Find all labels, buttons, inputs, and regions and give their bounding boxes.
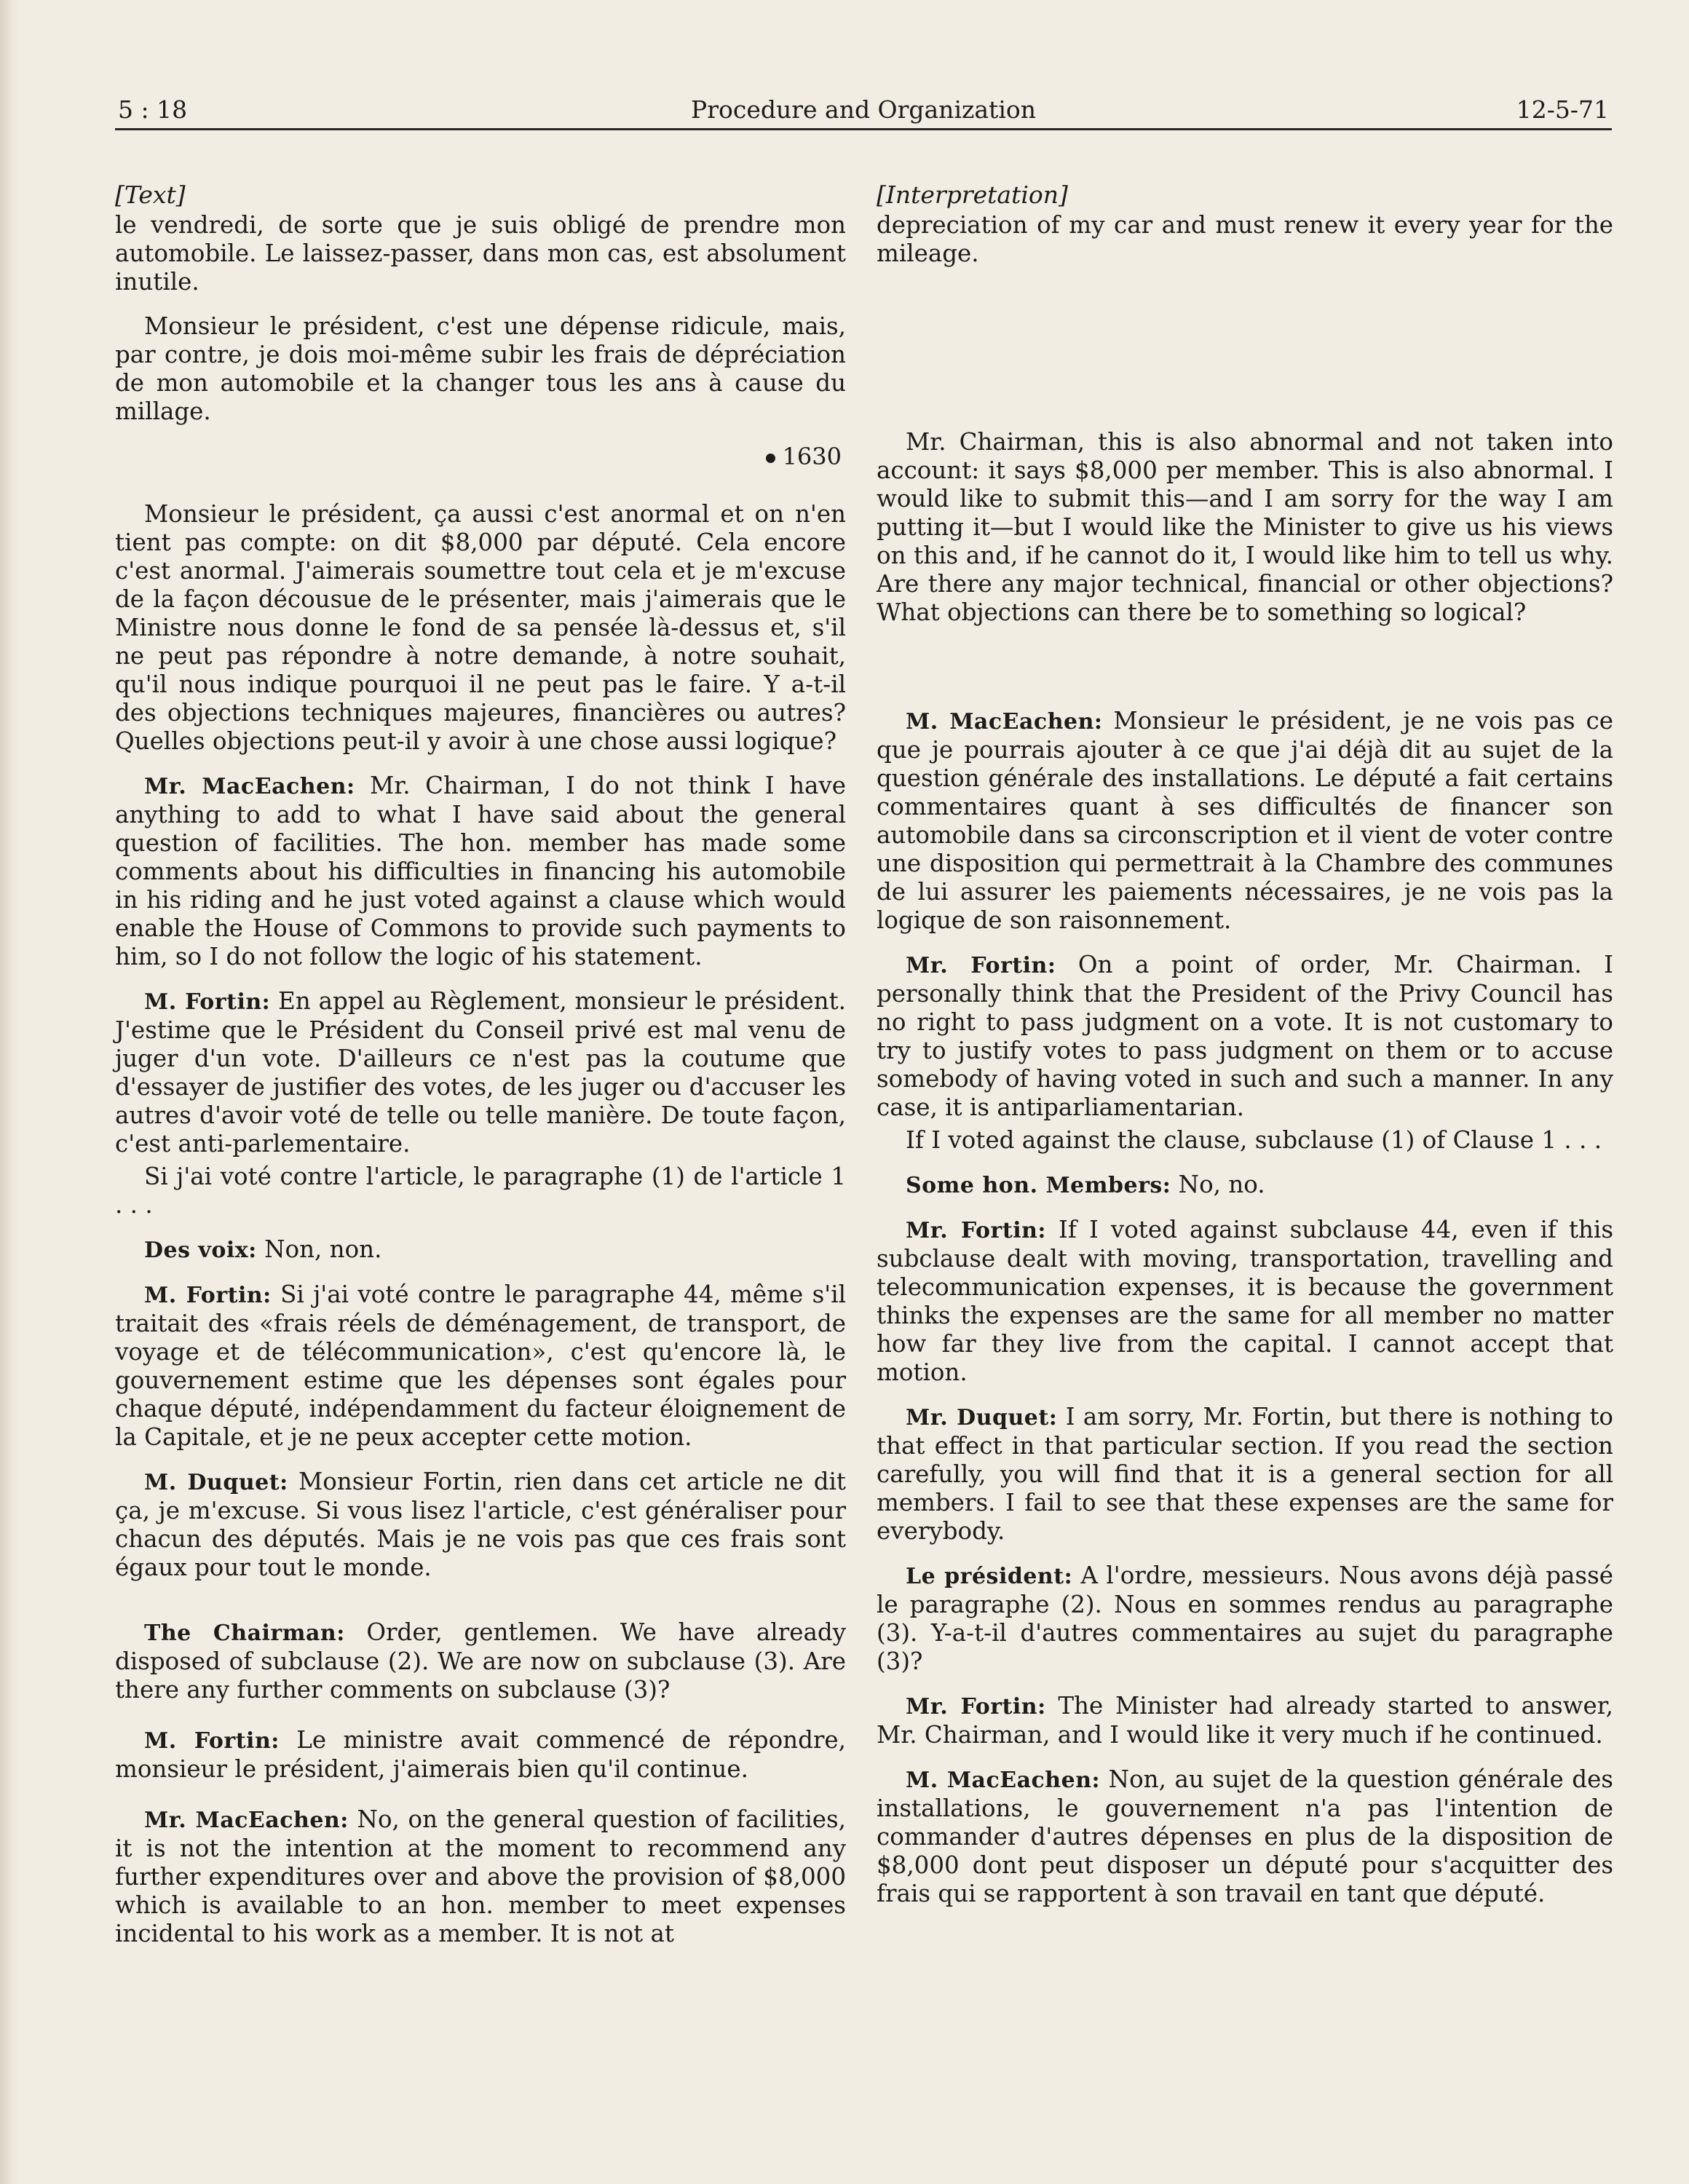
speech [877,1216,1613,1387]
speech [877,1765,1613,1908]
speaker-name: M. Fortin: [144,1283,272,1308]
speech-text: A l'ordre, messieurs. Nous avons déjà passé le paragraphe (2). Nous en sommes rendus au paragraphe (3). Y-a-t-il d'autres commentaires au sujet du paragraphe (3)? [877,1562,1613,1675]
paragraph: If I voted against the clause, subclause (1) of Clause 1 . . . [906,1126,1602,1154]
speech [115,1468,846,1582]
speech-text: Mr. Chairman, I do not think I have anything to add to what I have said about the general question of facilities. The hon. member has made some comments about his difficulties in financing his automobile in his riding and he just voted against a clause which would enable the House of Commons to provide such payments to him, so I do not follow the logic of his statement. [115,772,846,970]
speaker-name: Mr. Fortin: [906,1218,1046,1243]
running-title: Procedure and Organization [690,95,1036,124]
speaker-name: M. MacEachen: [906,1768,1101,1793]
speaker-name: Le président: [906,1564,1073,1589]
speaker-name: M. Duquet: [144,1470,288,1495]
paragraph: Mr. Chairman, this is also abnormal and not taken into account: it says $8,000 per member. This is also abnormal. I would like to submit this—and I am sorry for the way I am putting it—but I would like the Minister to give us his views on this and, if he cannot do it, I would like him to tell us why. Are there any major technical, financial or other objections? What objections can there be to something so logical? [877,428,1613,626]
speech-text: If I voted against subclause 44, even if this subclause dealt with moving, transportation, travelling and telecommunication expenses, it is because the government thinks the expenses are the same for all member no matter how far they live from the capital. I cannot accept that motion. [877,1216,1614,1386]
page-header [115,93,1612,130]
speech [115,987,846,1158]
speech-text: Monsieur le président, je ne vois pas ce que je pourrais ajouter à ce que j'ai déjà dit au sujet de la question générale des installations. Le député a fait certains commentaires quant à ses difficultés de financer son automobile dans sa circonscription et il vient de voter contre une disposition qui permettrait à la Chambre des communes de lui assurer les paiements nécessaires, je ne vois pas la logique de son raisonnement. [877,707,1613,934]
time-marker-label: 1630 [782,443,842,470]
speaker-name: M. MacEachen: [906,709,1103,735]
page-number: 5 : 18 [118,95,188,124]
speech [115,1726,846,1784]
right-column [877,181,1613,1924]
speaker-name: M. Fortin: [144,1728,280,1754]
speaker-name: Mr. MacEachen: [144,1808,349,1833]
speech-text: Non, au sujet de la question générale des installations, le gouvernement n'a pas l'intention de commander d'autres dépenses en plus de la disposition de $8,000 dont peut disposer un député pour s'acquitter des frais qui se rapportent à son travail en tant que député. [877,1765,1613,1907]
speaker-name: Some hon. Members: [906,1173,1171,1198]
paragraph: Monsieur le président, c'est une dépense ridicule, mais, par contre, je dois moi-même subir les frais de dépréciation de mon automobile et la changer tous les ans à cause du millage. [115,312,846,425]
speech [877,1562,1613,1676]
speaker-name: Mr. MacEachen: [144,774,355,799]
interpretation-label: [Interpretation] [877,181,1068,209]
speech-text: No, no. [1171,1171,1265,1198]
speaker-name: The Chairman: [144,1621,345,1646]
speech [877,1403,1613,1546]
paragraph: Monsieur le président, ça aussi c'est anormal et on n'en tient pas compte: on dit $8,000 par député. Cela encore c'est anormal. J'aimerais soumettre tout cela et je m'excuse de la façon décousue de le présenter, mais j'aimerais que le Ministre nous donne le fond de sa pensée là-dessus et, s'il ne peut pas répondre à notre demande, à notre souhait, qu'il nous indique pourquoi il ne peut pas le faire. Y a-t-il des objections techniques majeures, financières ou autres? Quelles objections peut-il y avoir à une chose aussi logique? [115,500,846,755]
speech-text: Le ministre avait commencé de répondre, monsieur le président, j'aimerais bien qu'il continue. [115,1726,846,1783]
paragraph: le vendredi, de sorte que je suis obligé de prendre mon automobile. Le laissez-passer, dans mon cas, est absolument inutile. [115,211,846,296]
sitting-date: 12-5-71 [1516,95,1609,124]
speech [877,951,1613,1122]
speaker-name: Mr. Fortin: [906,953,1056,978]
bullet-icon [766,454,775,463]
left-column [115,181,846,1964]
speaker-name: Mr. Fortin: [906,1694,1046,1720]
speech-text: Monsieur Fortin, rien dans cet article ne dit ça, je m'excuse. Si vous lisez l'article, c'est généraliser pour chacun des députés. Mais je ne vois pas que ces frais sont égaux pour tout le monde. [115,1468,846,1581]
speech [877,707,1613,935]
speech-text: On a point of order, Mr. Chairman. I personally think that the President of the Privy Council has no right to pass judgment on a vote. It is not customary to try to justify votes to pass judgment on them or to accuse somebody of having voted in such and such a manner. In any case, it is antiparliamentarian. [877,951,1613,1121]
paragraph: depreciation of my car and must renew it every year for the mileage. [877,211,1613,267]
speaker-name: M. Fortin: [144,989,271,1015]
speech-text: No, on the general question of facilities, it is not the intention at the moment to recommend any further expenditures over and above the provision of $8,000 which is available to an hon. member to meet expenses incidental to his work as a member. It is not at [115,1805,846,1947]
text-label: [Text] [115,181,186,209]
speech [877,1692,1613,1749]
speech [115,1805,846,1948]
speech-text: En appel au Règlement, monsieur le président. J'estime que le Président du Conseil privé est mal venu de juger d'un vote. D'ailleurs ce n'est pas la coutume que d'essayer de justifier des votes, de les juger ou d'accuser les autres d'avoir voté de telle ou telle manière. De toute façon, c'est anti-parlementaire. [115,987,846,1158]
speech-text: Order, gentlemen. We have already disposed of subclause (2). We are now on subclause (3). Are there any further comments on subclause (3)? [115,1618,846,1704]
speech-text: I am sorry, Mr. Fortin, but there is nothing to that effect in that particular section. If you read the section carefully, you will find that it is a general section for all members. I fail to see that these expenses are the same for everybody. [877,1403,1613,1545]
speech-text: The Minister had already started to answer, Mr. Chairman, and I would like it very much if he continued. [877,1692,1613,1749]
speech [115,1235,846,1265]
speaker-name: Des voix: [144,1238,257,1263]
paragraph: Si j'ai voté contre l'article, le paragraphe (1) de l'article 1 . . . [115,1163,846,1219]
speech-text: Non, non. [256,1235,382,1263]
time-marker [115,442,842,471]
speech-text: Si j'ai voté contre le paragraphe 44, même s'il traitait des «frais réels de déménagement, de transport, de voyage et de télécommunication», c'est qu'encore là, le gouvernement estime que les dépenses sont égales pour chaque député, indépendamment du facteur éloignement de la Capitale, et je ne peux accepter cette motion. [115,1281,846,1451]
speech [115,772,846,971]
page-binding-edge [0,0,19,2184]
speech [115,1618,846,1704]
speech [877,1171,1613,1200]
speaker-name: Mr. Duquet: [906,1405,1058,1431]
speech [115,1281,846,1452]
